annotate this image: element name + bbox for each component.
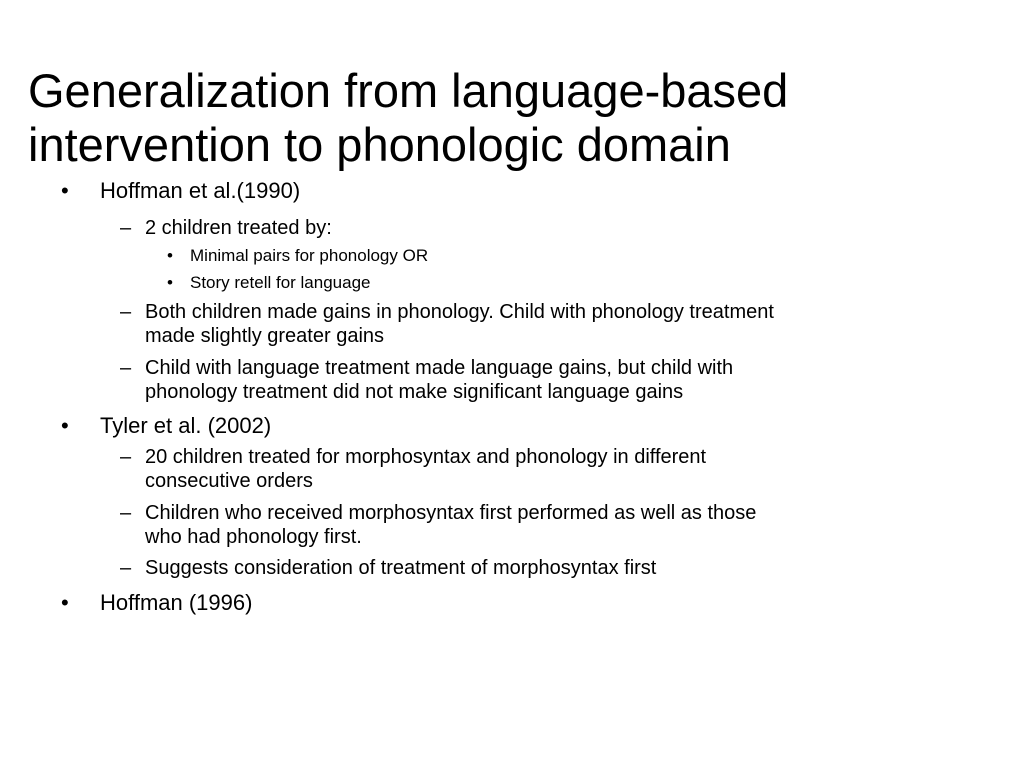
bullet-text-line: phonology treatment did not make significant language gains bbox=[145, 381, 684, 403]
dash-marker-icon: – bbox=[120, 446, 132, 468]
bullet-text-line: Minimal pairs for phonology OR bbox=[190, 246, 429, 265]
bullet-marker-icon: • bbox=[167, 246, 173, 265]
bullet-text-line: 2 children treated by: bbox=[145, 217, 332, 239]
bullet-marker-icon: • bbox=[61, 590, 69, 615]
bullet-text bbox=[145, 556, 656, 580]
bullet-text-line: 20 children treated for morphosyntax and phonology in different bbox=[145, 446, 707, 468]
dash-marker-icon: – bbox=[120, 217, 132, 239]
bullet-text-line: Children who received morphosyntax first performed as well as those bbox=[145, 502, 757, 524]
bullet-text bbox=[100, 178, 300, 204]
bullet-text-line: who had phonology first. bbox=[145, 526, 362, 548]
bullet-text bbox=[100, 590, 252, 616]
bullet-text bbox=[145, 501, 756, 549]
title-line: Generalization from language-based bbox=[28, 64, 789, 117]
bullet-text bbox=[145, 216, 332, 240]
title-line: intervention to phonologic domain bbox=[28, 118, 731, 171]
bullet-marker-icon: • bbox=[61, 413, 69, 438]
bullet-text bbox=[145, 445, 706, 493]
bullet-text bbox=[190, 273, 371, 293]
dash-marker-icon: – bbox=[120, 357, 132, 379]
bullet-text-line: made slightly greater gains bbox=[145, 325, 385, 347]
dash-marker-icon: – bbox=[120, 301, 132, 323]
dash-marker-icon: – bbox=[120, 557, 132, 579]
bullet-marker-icon: • bbox=[167, 273, 173, 292]
slide-title bbox=[28, 64, 788, 172]
bullet-text-line: Both children made gains in phonology. Child with phonology treatment bbox=[145, 301, 774, 323]
bullet-text-line: Hoffman (1996) bbox=[100, 590, 253, 615]
bullet-text-line: Story retell for language bbox=[190, 273, 371, 292]
bullet-text bbox=[190, 246, 428, 266]
bullet-text bbox=[100, 413, 271, 439]
dash-marker-icon: – bbox=[120, 502, 132, 524]
bullet-text bbox=[145, 356, 733, 404]
bullet-text bbox=[145, 300, 774, 348]
bullet-text-line: consecutive orders bbox=[145, 470, 313, 492]
bullet-text-line: Tyler et al. (2002) bbox=[100, 413, 272, 438]
bullet-text-line: Suggests consideration of treatment of morphosyntax first bbox=[145, 557, 657, 579]
bullet-text-line: Hoffman et al.(1990) bbox=[100, 178, 301, 203]
bullet-text-line: Child with language treatment made language gains, but child with bbox=[145, 357, 734, 379]
bullet-marker-icon: • bbox=[61, 178, 69, 203]
